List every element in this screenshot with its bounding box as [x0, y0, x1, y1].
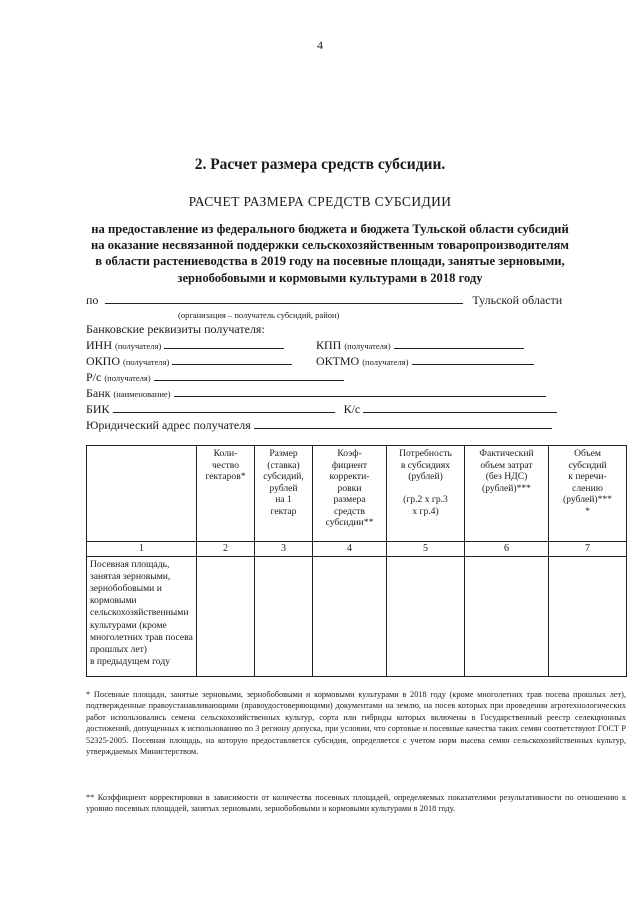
region-label: Тульской области — [472, 293, 563, 307]
okpo-field[interactable] — [172, 364, 292, 365]
kpp-line — [316, 338, 524, 353]
column-number: 1 — [87, 542, 197, 557]
inn-field[interactable] — [164, 348, 284, 349]
po-label: по — [86, 293, 99, 307]
row-label: Посевная площадь, занятая зерновыми, зернобобовыми и кормовыми сельскохозяйственными культурами (кроме многолетних трав посева прошлых лет) в предыдущем году — [87, 556, 197, 676]
rs-label: Р/с — [86, 370, 102, 384]
oktmo-label: ОКТМО — [316, 354, 360, 368]
intro-line: на предоставление из федерального бюджета и бюджета Тульской области субсидий — [91, 222, 569, 236]
address-line — [86, 418, 552, 433]
inn-label: ИНН — [86, 338, 112, 352]
section-title: 2. Расчет размера средств субсидии. — [194, 156, 446, 173]
column-number-row — [87, 542, 627, 557]
calculation-table — [86, 445, 627, 677]
rs-hint: (получателя) — [104, 373, 151, 383]
column-number: 5 — [387, 542, 465, 557]
header-cell: Фактический объем затрат (без НДС) (рублей)*** — [465, 446, 549, 542]
column-number: 3 — [255, 542, 313, 557]
column-number: 7 — [549, 542, 627, 557]
column-number: 4 — [313, 542, 387, 557]
column-number: 6 — [465, 542, 549, 557]
header-cell: Коли- чество гектаров* — [197, 446, 255, 542]
bank-field[interactable] — [174, 396, 546, 397]
bik-line — [86, 402, 557, 417]
column-number: 2 — [197, 542, 255, 557]
oktmo-hint: (получателя) — [362, 357, 409, 367]
oktmo-field[interactable] — [412, 364, 534, 365]
table-cell[interactable] — [255, 556, 313, 676]
table-cell[interactable] — [313, 556, 387, 676]
org-field[interactable] — [105, 303, 463, 304]
intro-line: в области растениеводства в 2019 году на посевные площади, занятые зерновыми, — [95, 254, 565, 269]
address-label: Юридический адрес получателя — [86, 418, 251, 432]
header-cell: Потребность в субсидиях (рублей) (гр.2 х гр.3 х гр.4) — [387, 446, 465, 542]
intro-line: на оказание несвязанной поддержки сельскохозяйственным товаропроизводителям — [91, 238, 569, 253]
header-cell: Объем субсидий к перечи- слению (рублей)*** * — [549, 446, 627, 542]
bank-hint: (наименование) — [113, 389, 171, 399]
org-hint: (организация – получатель субсидий, район) — [178, 310, 340, 320]
ks-field[interactable] — [363, 412, 557, 413]
okpo-label: ОКПО — [86, 354, 121, 368]
ks-label: К/с — [343, 402, 361, 416]
bik-label: БИК — [86, 402, 110, 416]
footnote-1: * Посевные площади, занятые зерновыми, зернобобовыми и кормовыми культурами в 2018 году (кроме многолетних трав посева прошлых лет), подтвержденные правоустанавливающими (правоудостоверяющими) документами на землю, на посев которых при проведении агротехнологических работ использовались семена сельскохозяйственных культур, сорта или гибриды которых включены в Государственный реестр селекционных достижений, допущенных к использованию по 3 региону допуска, при условии, что сортовые и посевные качества таких семян соответствуют ГОСТ Р 52325-2005. Посевная площадь, на которую предоставляется субсидия, определяется с учетом норм высева семян сельскохозяйственных культур, утверждаемых Министерством. — [86, 690, 626, 757]
table-row — [87, 556, 627, 676]
table-header-row — [87, 446, 627, 542]
rs-line — [86, 370, 344, 385]
table-cell[interactable] — [549, 556, 627, 676]
okpo-line — [86, 354, 292, 369]
org-line — [86, 293, 562, 308]
intro-line: зернобобовыми и кормовыми культурами в 2018 году — [177, 270, 483, 285]
kpp-label: КПП — [316, 338, 342, 352]
header-cell: Коэф- фициент корректи- ровки размера средств субсидии** — [313, 446, 387, 542]
document-title: РАСЧЕТ РАЗМЕРА СРЕДСТВ СУБСИДИИ — [188, 194, 452, 209]
bank-line — [86, 386, 546, 401]
header-cell — [87, 446, 197, 542]
okpo-hint: (получателя) — [123, 357, 170, 367]
inn-line — [86, 338, 284, 353]
table-cell[interactable] — [387, 556, 465, 676]
kpp-field[interactable] — [394, 348, 524, 349]
bank-label: Банк — [86, 386, 111, 400]
address-field[interactable] — [254, 428, 552, 429]
intro-heading — [80, 221, 580, 286]
kpp-hint: (получателя) — [344, 341, 391, 351]
page-number: 4 — [317, 38, 323, 52]
rs-field[interactable] — [154, 380, 344, 381]
table-cell[interactable] — [197, 556, 255, 676]
header-cell: Размер (ставка) субсидий, рублей на 1 гектар — [255, 446, 313, 542]
footnote-2: ** Коэффициент корректировки в зависимости от количества посевных площадей, определяемых показателями результативности по отношению к уровню посевных площадей, занятых зерновыми, зернобобовыми и кормовыми культурами в 2018 году. — [86, 793, 626, 814]
bik-field[interactable] — [113, 412, 335, 413]
bank-details-label: Банковские реквизиты получателя: — [86, 322, 265, 336]
table-cell[interactable] — [465, 556, 549, 676]
inn-hint: (получателя) — [115, 341, 162, 351]
oktmo-line — [316, 354, 534, 369]
